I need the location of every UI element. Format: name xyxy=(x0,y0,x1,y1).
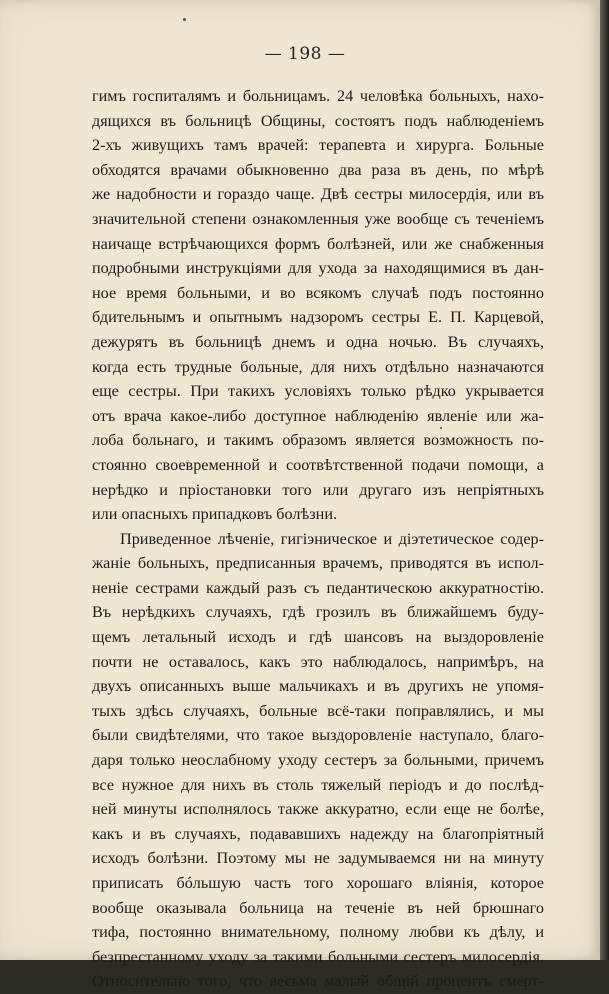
text-line: почти не оставалось, какъ это наблюдалось, напримѣръ, на xyxy=(92,652,544,671)
paragraph-2 xyxy=(92,527,544,994)
paper-speck xyxy=(440,427,442,429)
text-line: щемъ летальный исходъ и гдѣ шансовъ на выздоровленіе xyxy=(92,628,544,647)
text-line: гимъ госпиталямъ и больницамъ. 24 человѣка больныхъ, нахо- xyxy=(92,87,544,105)
text-line: нерѣдко и пріостановки того или другаго изъ непріятныхъ xyxy=(92,480,544,499)
page-number: — 198 — xyxy=(264,44,346,64)
body-text xyxy=(92,84,544,994)
text-line: Относительно того, что весьма малый общій процентъ смерт- xyxy=(92,972,544,991)
text-line: двухъ описанныхъ выше мальчикахъ и въ другихъ не упомя- xyxy=(92,677,544,696)
paper-speck xyxy=(183,18,186,21)
text-line: отъ врача какое-либо доступное наблюденію явленіе или жа- xyxy=(92,406,544,425)
text-line: Приведенное лѣченіе, гигіэническое и діэтетическое содер- xyxy=(120,529,544,548)
text-line: наичаще встрѣчающихся формъ болѣзней, или же снабженныя xyxy=(92,234,544,253)
text-line: какъ и въ случаяхъ, подававшихъ надежду на благопріятный xyxy=(92,824,544,843)
paragraph-1 xyxy=(92,84,544,527)
text-line: приписать бóльшую часть того хорошаго вліянія, которое xyxy=(92,874,544,892)
text-line: бдительнымъ и опытнымъ надзоромъ сестры Е. П. Карцевой, xyxy=(92,308,544,327)
text-line: обходятся врачами обыкновенно два раза въ день, по мѣрѣ xyxy=(92,160,544,179)
text-line: были свидѣтелями, что такое выздоровленіе наступало, благо- xyxy=(92,726,544,745)
text-line: подробными инструкціями для ухода за находящимися въ дан- xyxy=(92,259,544,278)
text-line: значительной степени ознакомленныя уже вообще съ теченіемъ xyxy=(92,209,544,228)
text-line: или опасныхъ припадковъ болѣзни. xyxy=(92,505,338,524)
text-line: тыхъ здѣсь случаяхъ, больные всё-таки поправлялись, и мы xyxy=(92,701,544,720)
text-line: Въ нерѣдкихъ случаяхъ, гдѣ грозилъ въ ближайшемъ буду- xyxy=(92,603,544,622)
text-line: лоба больнаго, и такимъ образомъ является возможность по- xyxy=(92,431,544,450)
text-line: еще сестры. При такихъ условіяхъ только рѣдко укрывается xyxy=(92,382,544,401)
text-line: тифа, постоянно внимательному, полному любви къ дѣлу, и xyxy=(92,923,544,942)
text-line: исходъ болѣзни. Поэтому мы не задумываемся ни на минуту xyxy=(92,849,544,868)
text-line: стоянно своевременной и соотвѣтственной подачи помощи, а xyxy=(92,455,544,474)
text-line: даря только неослабному уходу сестеръ за больными, причемъ xyxy=(92,751,544,770)
text-line: 2-хъ живущихъ тамъ врачей: терапевта и хирурга. Больные xyxy=(92,136,544,155)
text-line: жаніе больныхъ, предписанныя врачемъ, приводятся въ испол- xyxy=(92,554,544,573)
text-line: вообще оказывала больница на теченіе въ ней брюшнаго xyxy=(92,898,544,917)
text-line: ней минуты исполнялось также аккуратно, если еще не болѣе, xyxy=(92,800,544,819)
page-edge-shadow xyxy=(600,0,609,960)
text-line: же надобности и гораздо чаще. Двѣ сестры милосердія, или въ xyxy=(92,185,544,204)
text-line: дежурятъ въ больницѣ днемъ и одна ночью. Въ случаяхъ, xyxy=(92,332,544,351)
text-line: дящихся въ больницѣ Общины, состоятъ подъ наблюденіемъ xyxy=(92,111,544,130)
text-line: когда есть трудные больные, для нихъ отдѣльно назначаются xyxy=(92,357,544,376)
text-line: все нужное для нихъ въ столь тяжелый періодъ и до послѣд- xyxy=(92,775,544,794)
text-line: неніе сестрами каждый разъ съ педантическою аккуратностію. xyxy=(92,578,544,597)
text-line: безпрестанному уходу за такими больными сестеръ милосердія. xyxy=(92,947,544,966)
text-line: ное время больными, и во всякомъ случаѣ подъ постоянно xyxy=(92,283,544,302)
